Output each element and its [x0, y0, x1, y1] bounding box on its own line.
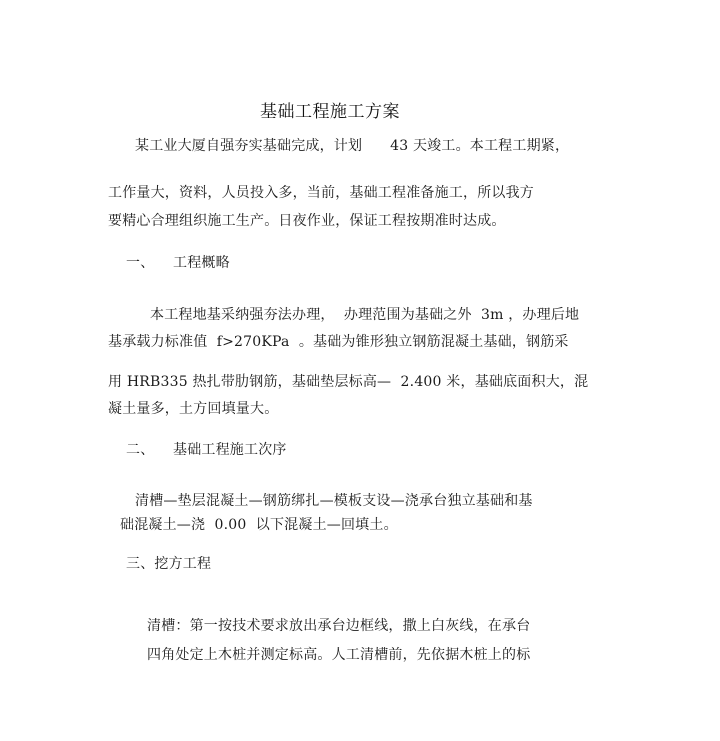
document-title: 基础工程施工方案 [260, 102, 400, 122]
section-3-line-2: 四角处定上木桩并测定标高。人工清槽前，先依据木桩上的标 [147, 647, 531, 663]
section-3-line-1: 清槽：第一按技术要求放出承台边框线，撒上白灰线，在承台 [147, 618, 531, 634]
section-2-line-1: 清槽—垫层混凝土—钢筋绑扎—模板支设—浇承台独立基础和基 [135, 493, 533, 509]
section-1-line-3: 用 HRB335 热扎带肋钢筋，基础垫层标高— 2.400 米，基础底面积大，混 [108, 374, 589, 390]
section-1-line-1: 本工程地基采纳强夯法办理， 办理范围为基础之外 3m ，办理后地 [150, 307, 580, 323]
section-3-heading: 三、挖方工程 [126, 556, 212, 572]
section-1-line-2: 基承载力标准值 f>270KPa 。基础为锥形独立钢筋混凝土基础，钢筋采 [108, 334, 569, 350]
section-1-line-4: 凝土量多，土方回填量大。 [108, 401, 279, 417]
intro-line-3: 要精心合理组织施工生产。日夜作业，保证工程按期准时达成。 [108, 213, 506, 229]
section-2-line-2: 础混凝土—浇 0.00 以下混凝土—回填土。 [120, 517, 398, 533]
intro-line-1: 某工业大厦自强夯实基础完成，计划 43 天竣工。本工程工期紧， [135, 138, 570, 154]
section-1-heading: 一、 工程概略 [126, 255, 230, 271]
section-2-heading: 二、 基础工程施工次序 [126, 442, 287, 458]
intro-line-2: 工作量大，资料，人员投入多，当前，基础工程准备施工，所以我方 [108, 185, 534, 201]
